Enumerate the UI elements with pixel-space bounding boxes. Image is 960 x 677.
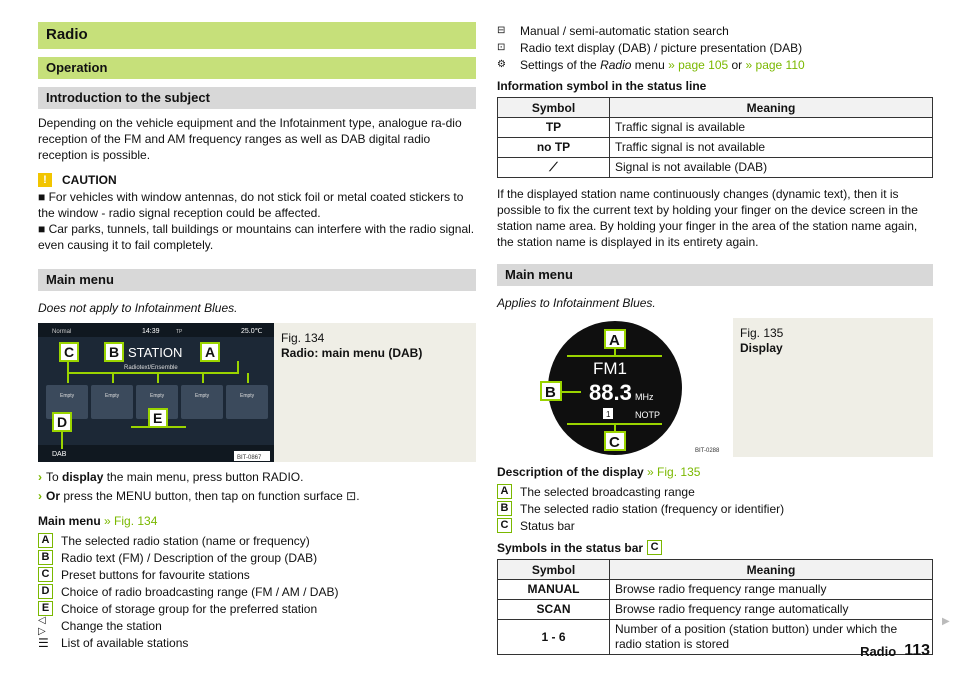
legend-item: D Choice of radio broadcasting range (FM / AM / DAB) bbox=[38, 583, 476, 600]
dab-label: DAB bbox=[52, 451, 67, 458]
legend-item: E Choice of storage group for the preferred station bbox=[38, 600, 476, 617]
intro-heading: Introduction to the subject bbox=[38, 87, 476, 109]
caution-heading bbox=[38, 173, 476, 187]
station-label: STATION bbox=[128, 345, 183, 360]
callout-a: A bbox=[609, 332, 620, 349]
section-title: Radio bbox=[38, 22, 476, 49]
main-menu-heading: Main menu bbox=[497, 264, 933, 286]
operation-heading: Operation bbox=[38, 57, 476, 79]
figure-135 bbox=[497, 318, 933, 457]
scan-icon: SCAN bbox=[498, 600, 610, 620]
left-column bbox=[38, 22, 476, 651]
arrows-icon: ◁ ▷ bbox=[38, 614, 46, 637]
callout-e: E bbox=[153, 410, 163, 426]
page-footer bbox=[860, 642, 930, 660]
symbol-item-radio-text: ⊡ Radio text display (DAB) / picture presentation (DAB) bbox=[497, 40, 803, 55]
callout-d: D bbox=[57, 414, 68, 430]
display-image bbox=[497, 318, 733, 457]
figure-title: Radio: main menu (DAB) bbox=[281, 346, 423, 360]
preset-label: Empty bbox=[60, 393, 75, 399]
step-1-pre: To bbox=[46, 470, 63, 484]
step-2 bbox=[38, 489, 476, 504]
radiotext-label: Radiotext/Ensemble bbox=[124, 365, 178, 371]
step-1-bold: display bbox=[62, 470, 104, 484]
chapter-name: Radio bbox=[860, 643, 897, 659]
legend-item: A The selected broadcasting range bbox=[497, 483, 933, 500]
step-1 bbox=[38, 470, 476, 485]
display-illustration bbox=[497, 318, 733, 457]
figure-134-caption bbox=[274, 323, 429, 462]
info-symbol-heading: Information symbol in the status line bbox=[497, 79, 707, 93]
normal-label: Normal bbox=[52, 329, 72, 335]
legend-item: B The selected radio station (frequency or identifier) bbox=[497, 500, 933, 517]
unit-label: MHz bbox=[635, 392, 654, 402]
clock-label: 14:39 bbox=[142, 328, 160, 335]
manual-search-icon: ⊟ bbox=[497, 25, 506, 36]
radio-screen-illustration bbox=[38, 323, 274, 462]
main-menu-legend bbox=[38, 532, 476, 651]
warning-icon: ! bbox=[38, 173, 52, 187]
legend-item-station-list: ☰ List of available stations bbox=[38, 635, 189, 650]
callout-b: B bbox=[545, 384, 556, 401]
no-signal-icon: ⟋ bbox=[498, 158, 610, 178]
no-tp-icon: no TP bbox=[498, 138, 610, 158]
settings-icon: ⚙ bbox=[497, 59, 506, 70]
manual-icon: MANUAL bbox=[498, 580, 610, 600]
preset-label: Empty bbox=[105, 393, 120, 399]
legend-item: A The selected radio station (name or frequency) bbox=[38, 532, 476, 549]
notp-label: NOTP bbox=[635, 410, 661, 420]
applies-note: Applies to Infotainment Blues. bbox=[497, 296, 656, 310]
legend-item: C Preset buttons for favourite stations bbox=[38, 566, 476, 583]
status-line-table: Symbol Meaning TP Traffic signal is available no TP Traffic signal is not available ⟋ Signal is not available (DAB) bbox=[497, 97, 933, 178]
step-arrow-icon: › bbox=[38, 489, 42, 503]
page-link[interactable]: » page 105 bbox=[668, 57, 729, 72]
caution-text-1: ■ For vehicles with window antennas, do not stick foil or metal coated stickers to the window - radio signal reception could be affected. bbox=[38, 190, 464, 220]
callout-c: C bbox=[64, 344, 75, 360]
figure-code: BIT-0288 bbox=[695, 448, 720, 454]
slot-label: 1 bbox=[606, 410, 611, 419]
next-page-icon: ▶ bbox=[942, 616, 950, 627]
tp-icon: TP bbox=[498, 118, 610, 138]
display-legend bbox=[497, 483, 933, 534]
figure-code: BIT-0867 bbox=[237, 455, 262, 461]
not-apply-note: Does not apply to Infotainment Blues. bbox=[38, 301, 238, 315]
figure-number: Fig. 135 bbox=[740, 326, 784, 340]
table-row: SCAN Browse radio frequency range automatically bbox=[498, 600, 933, 620]
band-label: FM1 bbox=[593, 359, 627, 378]
symbol-item-manual-search: ⊟ Manual / semi-automatic station search bbox=[497, 23, 729, 38]
legend-item: B Radio text (FM) / Description of the group (DAB) bbox=[38, 549, 476, 566]
main-menu-legend-heading: Main menu » Fig. 134 bbox=[38, 514, 158, 528]
radio-text-icon: ⊡ bbox=[497, 42, 506, 53]
status-bar-heading: Symbols in the status bar C bbox=[497, 540, 933, 555]
callout-a: A bbox=[205, 344, 216, 360]
preset-label: Empty bbox=[195, 393, 210, 399]
frequency-label: 88.3 bbox=[589, 380, 632, 405]
temperature-label: 25.0℃ bbox=[241, 328, 263, 335]
caution-title: CAUTION bbox=[62, 173, 117, 187]
callout-b: B bbox=[109, 344, 120, 360]
position-icon: 1 - 6 bbox=[498, 620, 610, 655]
legend-item-change-station: ◁ ▷ Change the station bbox=[38, 614, 162, 637]
table-row: 1 - 6 Number of a position (station button) under which the radio station is stored bbox=[498, 620, 933, 655]
figure-reference[interactable]: » Fig. 134 bbox=[104, 514, 158, 528]
dynamic-text-paragraph: If the displayed station name continuously changes (dynamic text), then it is possible to fix the current text by holding your finger on the device screen in the station name area. By holding your finger in the area of the station name again, the station name is displayed in its entirety again. bbox=[497, 187, 918, 249]
step-2-post: press the MENU button, then tap on function surface ⊡. bbox=[60, 489, 360, 503]
page-number: 113 bbox=[904, 642, 930, 659]
figure-134 bbox=[38, 323, 476, 462]
tp-label: TP bbox=[176, 329, 183, 335]
table-row: MANUAL Browse radio frequency range manually bbox=[498, 580, 933, 600]
preset-label: Empty bbox=[240, 393, 255, 399]
legend-item: C Status bar bbox=[497, 517, 933, 534]
step-1-post: the main menu, press button RADIO. bbox=[103, 470, 304, 484]
radio-screen-image bbox=[38, 323, 274, 462]
figure-title: Display bbox=[740, 341, 783, 355]
figure-number: Fig. 134 bbox=[281, 331, 325, 345]
description-heading: Description of the display » Fig. 135 bbox=[497, 465, 701, 479]
table-row: ⟋ Signal is not available (DAB) bbox=[498, 158, 933, 178]
callout-c: C bbox=[609, 434, 620, 451]
main-menu-heading: Main menu bbox=[38, 269, 476, 291]
table-row: no TP Traffic signal is not available bbox=[498, 138, 933, 158]
page-link[interactable]: » page 110 bbox=[745, 57, 805, 72]
intro-text: Depending on the vehicle equipment and the Infotainment type, analogue ra-dio reception of the FM and AM frequency ranges as well as DAB digital radio reception is possible. bbox=[38, 116, 462, 162]
step-2-pre: Or bbox=[46, 489, 61, 503]
preset-label: Empty bbox=[150, 393, 165, 399]
step-arrow-icon: › bbox=[38, 470, 42, 484]
symbol-item-settings: ⚙ Settings of the Radio menu » page 105 or » page 110 bbox=[497, 57, 805, 72]
list-icon: ☰ bbox=[38, 635, 49, 650]
figure-135-caption bbox=[733, 318, 790, 457]
right-column bbox=[497, 22, 933, 655]
table-row: TP Traffic signal is available bbox=[498, 118, 933, 138]
caution-text-2: ■ Car parks, tunnels, tall buildings or mountains can interfere with the radio signal. even causing it to fail completely. bbox=[38, 222, 475, 252]
status-bar-ref: C bbox=[647, 540, 662, 555]
figure-reference[interactable]: » Fig. 135 bbox=[647, 465, 701, 479]
status-bar-table: Symbol Meaning MANUAL Browse radio frequency range manually SCAN Browse radio frequency range automatically 1 - 6 Number of a position (station button) under which the radio station is stored bbox=[497, 559, 933, 655]
